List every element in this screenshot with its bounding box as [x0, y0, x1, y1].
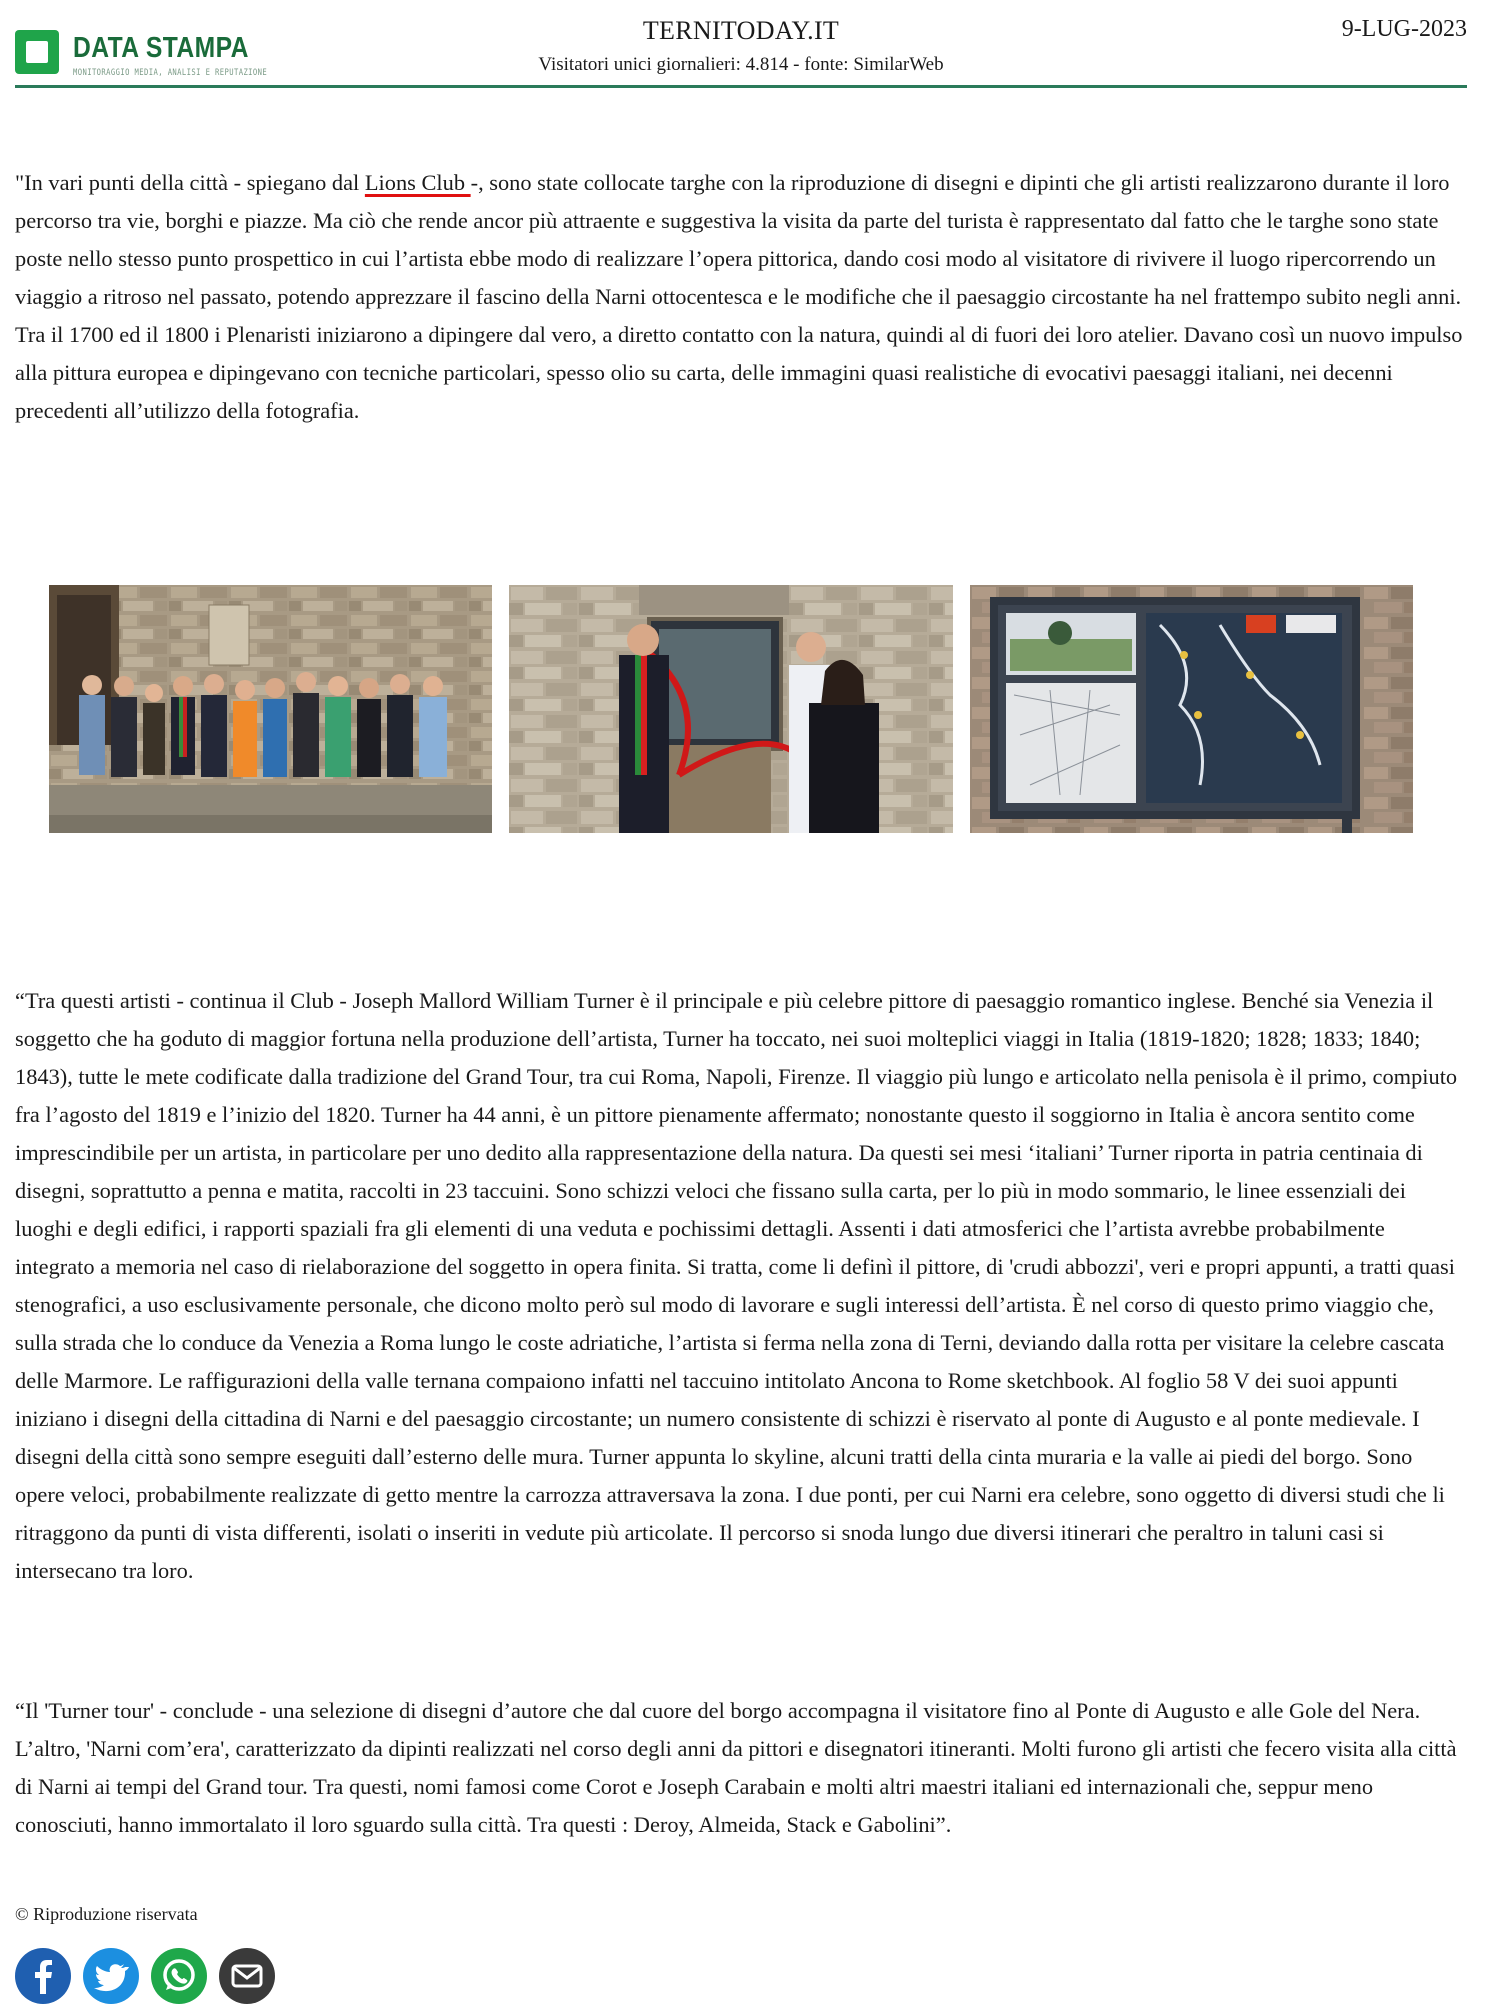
email-share-button[interactable]	[219, 1948, 275, 2004]
facebook-icon	[15, 1948, 71, 2004]
article-paragraph-3: “Il 'Turner tour' - conclude - una selezione di disegni d’autore che dal cuore del borgo accompagna il visitatore fino al Ponte di Augusto e alle Gole del Nera. L’altro, 'Narni com’era', caratterizzato da dipinti realizzati nel corso degli anni da pittori e disegnatori itineranti. Molti furono gli artisti che fecero visita alla città di Narni ai tempi del Grand tour. Tra questi, nomi famosi come Corot e Joseph Carabain e molti altri maestri italiani ed internazionali che, seppur meno conosciuti, hanno immortalato il loro sguardo sulla città. Tra questi : Deroy, Almeida, Stack e Gabolini”.	[15, 1698, 1457, 1837]
visitors-info: Visitatori unici giornalieri: 4.814 - fonte: SimilarWeb	[538, 54, 944, 75]
publication-date: 9-LUG-2023	[1341, 16, 1467, 42]
whatsapp-share-button[interactable]	[151, 1948, 207, 2004]
header-divider	[15, 85, 1467, 88]
photo-ribbon-cutting	[509, 585, 953, 833]
whatsapp-icon	[151, 1948, 207, 2004]
lions-club-highlight: Lions Club	[364, 170, 471, 195]
paragraph-1-lead: "In vari punti della città - spiegano dal	[15, 170, 365, 195]
logo-title: DATA STAMPA	[73, 32, 249, 64]
paragraph-1-body: -, sono state collocate targhe con la riproduzione di disegni e dipinti che gli artisti realizzarono durante il loro percorso tra vie, borghi e piazze. Ma ciò che rende ancor più attraente e suggestiva la visita da parte del turista è rappresentato dal fatto che le targhe sono state poste nello stesso punto prospettico in cui l’artista ebbe modo di realizzare l’opera pittorica, dando cosi modo al visitatore di rivivere il luogo ripercorrendo un viaggio a ritroso nel passato, potendo apprezzare il fascino della Narni ottocentesca e le modifiche che il paesaggio circostante ha nel frattempo subito negli anni. Tra il 1700 ed il 1800 i Plenaristi iniziarono a dipingere dal vero, a diretto contatto con la natura, quindi al di fuori dei loro atelier. Davano così un nuovo impulso alla pittura europea e dipingevano con tecniche particolari, spesso olio su carta, delle immagini quasi realistiche di evocativi paesaggi italiani, nei decenni precedenti all’utilizzo della fotografia.	[15, 170, 1463, 423]
facebook-share-button[interactable]	[15, 1948, 71, 2004]
email-icon	[219, 1948, 275, 2004]
article-paragraph-2: “Tra questi artisti - continua il Club - Joseph Mallord William Turner è il principale e più celebre pittore di paesaggio romantico inglese. Benché sia Venezia il soggetto che ha goduto di maggior fortuna nella produzione dell’artista, Turner ha toccato, nei suoi molteplici viaggi in Italia (1819-1820; 1828; 1833; 1840; 1843), tutte le mete codificate dalla tradizione del Grand Tour, tra cui Roma, Napoli, Firenze. Il viaggio più lungo e articolato nella penisola è il primo, compiuto fra l’agosto del 1819 e l’inizio del 1820. Turner ha 44 anni, è un pittore pienamente affermato; nonostante questo il soggiorno in Italia è ancora sentito come imprescindibile per un artista, in particolare per uno dedito alla rappresentazione della natura. Da questi sei mesi ‘italiani’ Turner riporta in patria centinaia di disegni, soprattutto a penna e matita, raccolti in 23 taccuini. Sono schizzi veloci che fissano sulla carta, per lo più in modo sommario, le linee essenziali dei luoghi e degli edifici, i rapporti spaziali fra gli elementi di una veduta e pochissimi dettagli. Assenti i dati atmosferici che l’artista avrebbe probabilmente integrato a memoria nel caso di rielaborazione del soggetto in opera finita. Si tratta, come li definì il pittore, di 'crudi abbozzi', veri e propri appunti, a tratti quasi stenografici, a uso esclusivamente personale, che dicono molto però sul modo di lavorare e sugli interessi dell’artista. È nel corso di questo primo viaggio che, sulla strada che lo conduce da Venezia a Roma lungo le coste adriatiche, l’artista si ferma nella zona di Terni, deviando dalla rotta per visitare la celebre cascata delle Marmore. Le raffigurazioni della valle ternana compaiono infatti nel taccuino intitolato Ancona to Rome sketchbook. Al foglio 58 V dei suoi appunti iniziano i disegni della cittadina di Narni e del paesaggio circostante; un numero consistente di schizzi è riservato al ponte di Augusto e al ponte medievale. I disegni della città sono sempre eseguiti dall’esterno delle mura. Turner appunta lo skyline, alcuni tratti della cinta muraria e la valle ai piedi del borgo. Sono opere veloci, probabilmente realizzate di getto mentre la carrozza attraversava la zona. I due ponti, per cui Narni era celebre, sono oggetto di diversi studi che li ritraggono da punti di vista differenti, isolati o inseriti in vedute più articolate. Il percorso si snoda lungo due diversi itinerari che peraltro in taluni casi si intersecano tra loro.	[15, 988, 1458, 1583]
photo-map-plaque	[970, 585, 1413, 833]
page-header	[15, 14, 1467, 86]
ribbon-cutting-photo-icon	[509, 585, 953, 833]
source-site: TERNITODAY.IT	[642, 16, 840, 45]
logo-subtitle: MONITORAGGIO MEDIA, ANALISI E REPUTAZIONE	[73, 68, 268, 78]
map-plaque-photo-icon	[970, 585, 1413, 833]
copyright-notice: © Riproduzione riservata	[15, 1904, 198, 1924]
photo-group	[49, 585, 492, 833]
group-photo-icon	[49, 585, 492, 833]
twitter-icon	[83, 1948, 139, 2004]
twitter-share-button[interactable]	[83, 1948, 139, 2004]
article-paragraph-1	[15, 164, 1467, 430]
